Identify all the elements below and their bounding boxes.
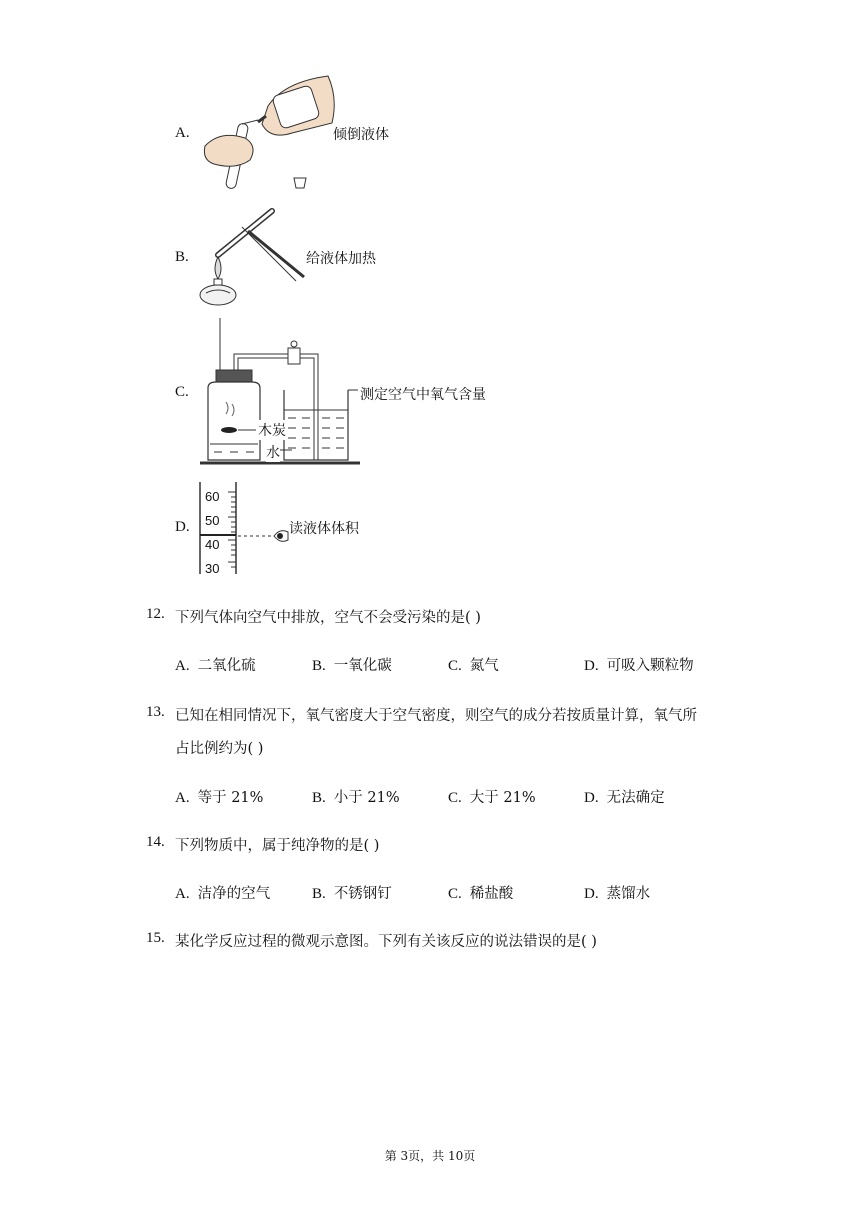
option-d-label: 读液体体积 bbox=[289, 521, 359, 537]
option-b-label: 给液体加热 bbox=[306, 251, 376, 267]
page-footer: 第 3页，共 10页 bbox=[384, 1149, 476, 1163]
q14-choice-a[interactable]: A. 洁净的空气 bbox=[175, 886, 271, 902]
heating-liquid-illustration bbox=[196, 205, 308, 307]
question-12-number: 12. bbox=[146, 606, 165, 622]
q12-choice-c[interactable]: C. 氮气 bbox=[448, 658, 499, 674]
tick-label: 40 bbox=[205, 537, 220, 552]
oxygen-measurement-apparatus bbox=[198, 318, 364, 468]
q13-choice-b[interactable]: B. 小于 21% bbox=[312, 790, 400, 806]
q14-choice-d[interactable]: D. 蒸馏水 bbox=[584, 886, 651, 902]
question-15-text: 某化学反应过程的微观示意图。下列有关该反应的说法错误的是( ) bbox=[175, 934, 597, 950]
q12-choice-b[interactable]: B. 一氧化碳 bbox=[312, 658, 392, 674]
q14-choice-b[interactable]: B. 不锈钢钉 bbox=[312, 886, 392, 902]
option-c-letter: C. bbox=[175, 384, 189, 400]
pouring-liquid-illustration bbox=[200, 68, 340, 193]
question-12-text: 下列气体向空气中排放，空气不会受污染的是( ) bbox=[175, 610, 481, 626]
option-b-letter: B. bbox=[175, 249, 189, 265]
option-c-label: 测定空气中氧气含量 bbox=[360, 387, 486, 403]
water-label: 水 bbox=[266, 442, 280, 462]
cylinder-tick-labels bbox=[205, 485, 219, 581]
question-15-number: 15. bbox=[146, 930, 165, 946]
question-14-number: 14. bbox=[146, 834, 165, 850]
q14-choice-c[interactable]: C. 稀盐酸 bbox=[448, 886, 514, 902]
tick-label: 30 bbox=[205, 561, 220, 576]
question-13-text-line1: 已知在相同情况下，氧气密度大于空气密度，则空气的成分若按质量计算，氧气所 bbox=[175, 708, 697, 724]
option-a-letter: A. bbox=[175, 125, 190, 141]
q12-choice-a[interactable]: A. 二氧化硫 bbox=[175, 658, 256, 674]
charcoal-label: 木炭 bbox=[258, 420, 286, 440]
question-13-number: 13. bbox=[146, 704, 165, 720]
option-d-letter: D. bbox=[175, 519, 190, 535]
q13-choice-d[interactable]: D. 无法确定 bbox=[584, 790, 665, 806]
question-13-text-line2: 占比例约为( ) bbox=[175, 741, 264, 757]
tick-label: 50 bbox=[205, 513, 220, 528]
q12-choice-d[interactable]: D. 可吸入颗粒物 bbox=[584, 658, 694, 674]
question-14-text: 下列物质中，属于纯净物的是( ) bbox=[175, 838, 380, 854]
option-a-label: 倾倒液体 bbox=[333, 127, 389, 143]
q13-choice-c[interactable]: C. 大于 21% bbox=[448, 790, 536, 806]
tick-label: 60 bbox=[205, 489, 220, 504]
q13-choice-a[interactable]: A. 等于 21% bbox=[175, 790, 264, 806]
